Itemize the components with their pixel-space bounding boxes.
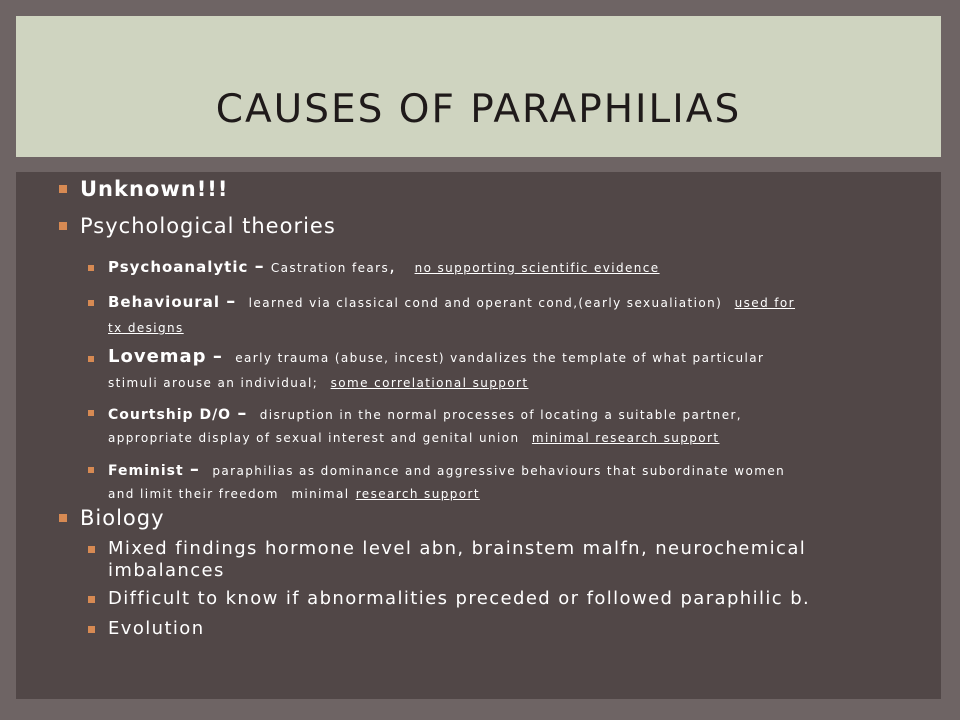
desc-feminist-2: and limit their freedom [108,487,279,501]
desc-feminist-3: minimal [291,487,350,501]
bullet-icon [59,514,67,522]
bullet-icon [88,596,95,603]
item-courtship-cont [108,428,719,448]
term-behavioural: Behavioural [108,293,220,311]
desc-behavioural: learned via classical cond and operant cond,(early sexualiation) [248,296,723,310]
dash: – [212,346,223,367]
support-feminist: research support [355,487,480,501]
bullet-icon [59,222,67,230]
dash: – [254,256,265,277]
term-feminist: Feminist [108,463,184,479]
item-feminist-cont [108,484,480,504]
desc-psychoanalytic: Castration fears [270,261,390,275]
item-lovemap-cont [108,373,528,393]
term-lovemap: Lovemap [108,346,207,367]
desc-feminist-1: paraphilias as dominance and aggressive behaviours that subordinate women [212,464,786,478]
item-unknown: Unknown!!! [80,177,229,201]
desc-lovemap-1: early trauma (abuse, incest) vandalizes the template of what particular [235,351,765,365]
bullet-icon [88,356,94,362]
item-behavioural [108,292,918,313]
dash: – [237,403,248,424]
slide-title: CAUSES OF PARAPHILIAS [215,87,742,132]
support-behavioural-1: used for [734,296,796,310]
bullet-icon [88,467,94,473]
item-mixed-findings: Mixed findings hormone level abn, brainstem malfn, neurochemical [108,538,807,559]
support-psychoanalytic: no supporting scientific evidence [414,261,660,275]
item-biology: Biology [80,506,165,530]
bullet-icon [88,265,94,271]
item-psych-theories: Psychological theories [80,214,336,238]
dash: – [189,459,200,480]
desc-courtship-2: appropriate display of sexual interest and genital union [108,431,520,445]
item-feminist [108,460,785,481]
item-courtship [108,404,742,425]
desc-courtship-1: disruption in the normal processes of locating a suitable partner, [259,408,743,422]
bullet-icon [88,300,94,306]
item-lovemap [108,347,764,368]
dash: – [226,291,237,312]
desc-lovemap-2: stimuli arouse an individual; [108,376,319,390]
support-lovemap: some correlational support [330,376,529,390]
support-courtship: minimal research support [531,431,720,445]
bullet-icon [88,546,95,553]
support-behavioural-2: tx designs [108,321,184,335]
bullet-icon [59,185,67,193]
bullet-icon [88,626,95,633]
bullet-icon [88,410,94,416]
term-psychoanalytic: Psychoanalytic [108,258,249,276]
item-behavioural-cont [108,318,184,338]
item-difficult: Difficult to know if abnormalities preceded or followed paraphilic b. [108,588,811,609]
item-evolution: Evolution [108,618,205,639]
item-mixed-findings-cont: imbalances [108,560,225,581]
title-box [16,16,941,157]
item-psychoanalytic [108,257,660,278]
term-courtship: Courtship D/O [108,407,232,423]
comma: , [389,256,396,277]
